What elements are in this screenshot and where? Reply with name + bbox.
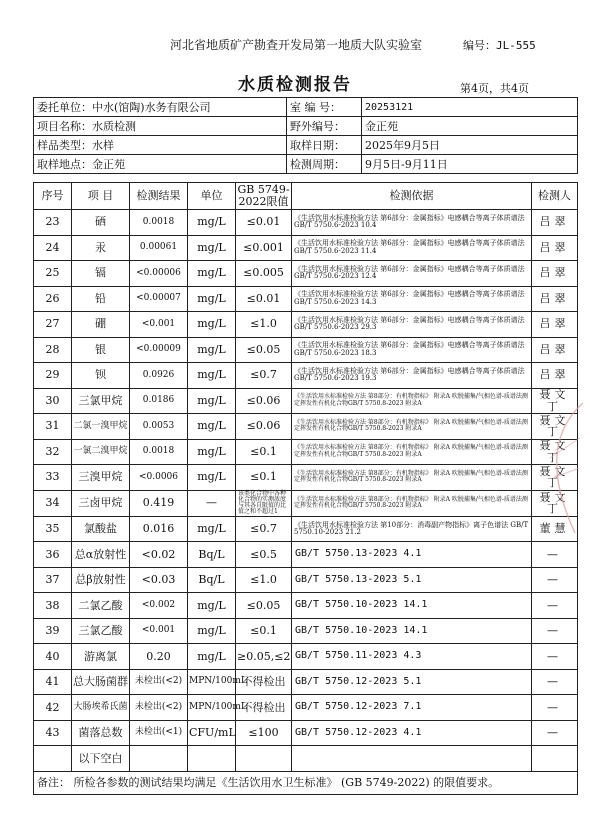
cell-limit: ≤0.06: [236, 388, 292, 414]
table-row: [34, 286, 578, 312]
table-row: [34, 567, 578, 593]
cell-limit: ≤1.0: [236, 312, 292, 338]
cell-unit: mg/L: [188, 286, 236, 312]
cell-no: 43: [34, 720, 72, 746]
cell-no: 36: [34, 542, 72, 568]
cell-result: 0.0018: [130, 210, 188, 236]
table-row: [34, 337, 578, 363]
cell-basis: [292, 746, 532, 772]
cell-person: 吕翠: [532, 363, 578, 389]
cell-no: 30: [34, 388, 72, 414]
cell-no: 40: [34, 644, 72, 670]
cell-unit: —: [188, 490, 236, 516]
cell-no: 28: [34, 337, 72, 363]
cell-basis: 《生活饮用水标准检验方法 第8部分：有机物指标》 附录A 吹脱捕集/气相色谱-质谱法测定挥发性有机化合物GB/T 5750.8-2023 附录A: [292, 490, 532, 516]
client-cell: [34, 98, 287, 117]
table-row: [34, 312, 578, 338]
cell-no: 25: [34, 261, 72, 287]
cell-item: 银: [72, 337, 130, 363]
table-row: [34, 490, 578, 516]
cell-basis: 《生活饮用水标准检验方法 第8部分：有机物指标》 附录A 吹脱捕集/气相色谱-质谱法测定挥发性有机化合物GB/T 5750.8-2023 附录A: [292, 414, 532, 440]
cell-result: 未检出(<2): [130, 669, 188, 695]
col-item: 项 目: [72, 183, 130, 210]
cell-basis: 《生活饮用水标准检验方法 第8部分：有机物指标》 附录A 吹脱捕集/气相色谱-质谱法测定挥发性有机化合物GB/T 5750.8-2023 附录A: [292, 439, 532, 465]
cell-unit: mg/L: [188, 439, 236, 465]
client-value: 中水(馆陶)水务有限公司: [92, 101, 211, 114]
cell-item: 三卤甲烷: [72, 490, 130, 516]
cell-item: 三溴甲烷: [72, 465, 130, 491]
cell-item: 硼: [72, 312, 130, 338]
cell-unit: mg/L: [188, 337, 236, 363]
info-row: [34, 117, 578, 136]
table-row: [34, 746, 578, 772]
cell-no: 27: [34, 312, 72, 338]
sample-type-cell: [34, 136, 287, 155]
cell-unit: mg/L: [188, 388, 236, 414]
cell-unit: Bq/L: [188, 567, 236, 593]
table-row: [34, 618, 578, 644]
cell-person: 吕翠: [532, 286, 578, 312]
cell-unit: mg/L: [188, 210, 236, 236]
page-info: 第4页，共4页: [460, 82, 529, 95]
cell-no: 32: [34, 439, 72, 465]
cell-person: [532, 746, 578, 772]
cell-result: <0.00007: [130, 286, 188, 312]
cell-unit: mg/L: [188, 414, 236, 440]
cell-limit: ≤1.0: [236, 567, 292, 593]
cell-item: 汞: [72, 235, 130, 261]
room-label: 室 编 号：: [287, 98, 362, 117]
cell-result: <0.001: [130, 618, 188, 644]
cell-basis: 《生活饮用水标准检验方法 第6部分：金属指标》电感耦合等离子体质谱法 GB/T 5750.6-2023 10.4: [292, 210, 532, 236]
cell-item: 以下空白: [72, 746, 130, 772]
cell-item: 总β放射性: [72, 567, 130, 593]
info-row: [34, 155, 578, 174]
cell-no: 23: [34, 210, 72, 236]
site-value: 金正苑: [92, 158, 125, 171]
cell-limit: ≤0.1: [236, 618, 292, 644]
cell-result: 0.016: [130, 516, 188, 542]
cell-item: 总α放射性: [72, 542, 130, 568]
cell-item: 钡: [72, 363, 130, 389]
table-row: [34, 388, 578, 414]
cell-basis: 《生活饮用水标准检验方法 第8部分：有机物指标》 附录A 吹脱捕集/气相色谱-质谱法测定挥发性有机化合物GB/T 5750.8-2023 附录A: [292, 388, 532, 414]
cell-basis: GB/T 5750.12-2023 7.1: [292, 695, 532, 721]
code-value: JL-555: [496, 39, 536, 52]
date-value: 2025年9月5日: [362, 136, 578, 155]
cell-no: 26: [34, 286, 72, 312]
note-text: 备注： 所检各参数的测试结果均满足《生活饮用水卫生标准》 (GB 5749-2022) 的限值要求。: [34, 771, 578, 794]
cell-basis: 《生活饮用水标准检验方法 第6部分：金属指标》电感耦合等离子体质谱法 GB/T 5750.6-2023 18.3: [292, 337, 532, 363]
cell-unit: Bq/L: [188, 542, 236, 568]
col-limit-line1: GB 5749-: [237, 183, 290, 197]
cell-item: 游离氯: [72, 644, 130, 670]
cell-person: —: [532, 720, 578, 746]
field-value: 金正苑: [362, 117, 578, 136]
cell-result: <0.002: [130, 593, 188, 619]
cell-person: 吕翠: [532, 337, 578, 363]
cell-no: 41: [34, 669, 72, 695]
cell-item: 三氯乙酸: [72, 618, 130, 644]
results-table: [33, 182, 578, 795]
cell-no: 31: [34, 414, 72, 440]
cell-item: 氯酸盐: [72, 516, 130, 542]
cell-no: 42: [34, 695, 72, 721]
cell-result: 0.419: [130, 490, 188, 516]
cell-result: 0.0053: [130, 414, 188, 440]
cell-item: 菌落总数: [72, 720, 130, 746]
table-row: [34, 465, 578, 491]
cell-result: 0.00061: [130, 235, 188, 261]
cell-basis: 《生活饮用水标准检验方法 第10部分：消毒副产物指标》离子色谱法 GB/T 5750.10-2023 21.2: [292, 516, 532, 542]
cell-limit: 不得检出: [236, 695, 292, 721]
cell-item: 镉: [72, 261, 130, 287]
cell-person: 吕翠: [532, 312, 578, 338]
cell-limit: ≤0.05: [236, 593, 292, 619]
cell-result: <0.001: [130, 312, 188, 338]
cell-person: 吕翠: [532, 210, 578, 236]
cell-result: <0.03: [130, 567, 188, 593]
col-person: 检测人: [532, 183, 578, 210]
cell-person: —: [532, 644, 578, 670]
sample-type-value: 水样: [92, 139, 114, 152]
project-label: 项目名称：: [37, 120, 92, 133]
field-label: 野外编号：: [287, 117, 362, 136]
cell-limit: ≤0.7: [236, 516, 292, 542]
table-row: [34, 414, 578, 440]
cell-result: <0.00006: [130, 261, 188, 287]
sample-info-table: [33, 97, 578, 174]
cell-basis: GB/T 5750.11-2023 4.3: [292, 644, 532, 670]
col-no: 序号: [34, 183, 72, 210]
cell-result: 未检出(<2): [130, 695, 188, 721]
table-header-row: [34, 183, 578, 210]
cell-person: 聂文丁: [532, 388, 578, 414]
col-result: 检测结果: [130, 183, 188, 210]
cell-unit: mg/L: [188, 312, 236, 338]
cell-unit: MPN/100mL: [188, 669, 236, 695]
table-row: [34, 439, 578, 465]
cell-limit: ≤0.06: [236, 414, 292, 440]
cell-no: 34: [34, 490, 72, 516]
date-label: 取样日期：: [287, 136, 362, 155]
project-value: 水质检测: [92, 120, 136, 133]
cell-unit: mg/L: [188, 593, 236, 619]
cell-person: 聂文丁: [532, 465, 578, 491]
lab-name: 河北省地质矿产勘查开发局第一地质大队实验室: [170, 38, 423, 52]
cell-unit: mg/L: [188, 644, 236, 670]
client-label: 委托单位：: [37, 101, 92, 114]
cell-unit: mg/L: [188, 235, 236, 261]
col-basis: 检测依据: [292, 183, 532, 210]
project-cell: [34, 117, 287, 136]
cell-no: 37: [34, 567, 72, 593]
cell-result: <0.02: [130, 542, 188, 568]
cell-person: 董慧: [532, 516, 578, 542]
table-row: [34, 235, 578, 261]
cell-item: 大肠埃希氏菌: [72, 695, 130, 721]
table-row: [34, 593, 578, 619]
site-cell: [34, 155, 287, 174]
cell-unit: MPN/100mL: [188, 695, 236, 721]
note-row: [34, 771, 578, 794]
table-row: [34, 210, 578, 236]
cell-basis: GB/T 5750.10-2023 14.1: [292, 618, 532, 644]
cell-no: 38: [34, 593, 72, 619]
cell-basis: 《生活饮用水标准检验方法 第6部分：金属指标》电感耦合等离子体质谱法 GB/T 5750.6-2023 19.3: [292, 363, 532, 389]
cell-limit: ≤0.05: [236, 337, 292, 363]
sample-type-label: 样品类型：: [37, 139, 92, 152]
cell-result: 0.0186: [130, 388, 188, 414]
cell-person: 聂文丁: [532, 439, 578, 465]
cell-basis: GB/T 5750.10-2023 14.1: [292, 593, 532, 619]
cell-result: [130, 746, 188, 772]
cell-basis: 《生活饮用水标准检验方法 第6部分：金属指标》电感耦合等离子体质谱法 GB/T 5750.6-2023 11.4: [292, 235, 532, 261]
cell-person: —: [532, 695, 578, 721]
col-limit-line2: 2022限值: [238, 195, 289, 208]
cell-result: 0.20: [130, 644, 188, 670]
cell-item: 铅: [72, 286, 130, 312]
table-row: [34, 516, 578, 542]
report-title: 水质检测报告: [238, 75, 352, 95]
cell-limit: ≤100: [236, 720, 292, 746]
cell-person: 吕翠: [532, 261, 578, 287]
cell-person: 聂文丁: [532, 414, 578, 440]
table-row: [34, 644, 578, 670]
cell-limit: 不得检出: [236, 669, 292, 695]
cell-limit: ≤0.01: [236, 286, 292, 312]
table-row: [34, 261, 578, 287]
cell-item: 一氯二溴甲烷: [72, 439, 130, 465]
cell-result: 0.0018: [130, 439, 188, 465]
cell-basis: 《生活饮用水标准检验方法 第6部分：金属指标》电感耦合等离子体质谱法 GB/T 5750.6-2023 12.4: [292, 261, 532, 287]
cell-result: <0.00009: [130, 337, 188, 363]
report-code: [463, 37, 536, 53]
cell-unit: mg/L: [188, 618, 236, 644]
cell-basis: 《生活饮用水标准检验方法 第8部分：有机物指标》 附录A 吹脱捕集/气相色谱-质谱法测定挥发性有机化合物GB/T 5750.8-2023 附录A: [292, 465, 532, 491]
cell-no: 33: [34, 465, 72, 491]
table-row: [34, 669, 578, 695]
cell-unit: CFU/mL: [188, 720, 236, 746]
cell-limit: ≤0.01: [236, 210, 292, 236]
table-row: [34, 695, 578, 721]
cell-limit: ≤0.5: [236, 542, 292, 568]
info-row: [34, 98, 578, 117]
cell-unit: [188, 746, 236, 772]
cell-result: <0.0006: [130, 465, 188, 491]
cell-no: 39: [34, 618, 72, 644]
cell-basis: GB/T 5750.13-2023 4.1: [292, 542, 532, 568]
cell-basis: 《生活饮用水标准检验方法 第6部分：金属指标》电感耦合等离子体质谱法 GB/T 5750.6-2023 14.3: [292, 286, 532, 312]
cell-unit: mg/L: [188, 465, 236, 491]
info-row: [34, 136, 578, 155]
cell-item: 硒: [72, 210, 130, 236]
cell-limit: ≥0.05,≤2: [236, 644, 292, 670]
col-limit: [236, 183, 292, 210]
room-value: 20253121: [362, 98, 578, 117]
cell-item: 三氯甲烷: [72, 388, 130, 414]
cell-no: 35: [34, 516, 72, 542]
period-label: 检测周期：: [287, 155, 362, 174]
cell-person: 吕翠: [532, 235, 578, 261]
cell-no: 24: [34, 235, 72, 261]
col-unit: 单位: [188, 183, 236, 210]
cell-person: —: [532, 618, 578, 644]
cell-result: 未检出(<1): [130, 720, 188, 746]
cell-item: 总大肠菌群: [72, 669, 130, 695]
cell-result: 0.0926: [130, 363, 188, 389]
cell-limit: ≤0.1: [236, 465, 292, 491]
cell-person: 聂文丁: [532, 490, 578, 516]
cell-no: [34, 746, 72, 772]
cell-person: —: [532, 542, 578, 568]
cell-item: 二氯一溴甲烷: [72, 414, 130, 440]
cell-unit: mg/L: [188, 516, 236, 542]
cell-limit: ≤0.001: [236, 235, 292, 261]
cell-limit: ≤0.005: [236, 261, 292, 287]
cell-basis: GB/T 5750.12-2023 4.1: [292, 720, 532, 746]
cell-item: 二氯乙酸: [72, 593, 130, 619]
cell-no: 29: [34, 363, 72, 389]
table-row: [34, 542, 578, 568]
cell-unit: mg/L: [188, 363, 236, 389]
cell-basis: GB/T 5750.12-2023 5.1: [292, 669, 532, 695]
cell-basis: GB/T 5750.13-2023 5.1: [292, 567, 532, 593]
table-row: [34, 720, 578, 746]
cell-limit: [236, 746, 292, 772]
cell-basis: 《生活饮用水标准检验方法 第6部分：金属指标》电感耦合等离子体质谱法 GB/T 5750.6-2023 29.3: [292, 312, 532, 338]
cell-person: —: [532, 669, 578, 695]
site-label: 取样地点：: [37, 158, 92, 171]
cell-person: —: [532, 567, 578, 593]
code-label: 编号：: [463, 39, 496, 52]
cell-unit: mg/L: [188, 261, 236, 287]
cell-limit: ≤0.1: [236, 439, 292, 465]
cell-limit: ≤0.7: [236, 363, 292, 389]
cell-limit: 该类化合物中各种化合物的实测浓度与其各自限值的比值之和不超过1: [236, 490, 292, 516]
period-value: 9月5日-9月11日: [362, 155, 578, 174]
table-row: [34, 363, 578, 389]
cell-person: —: [532, 593, 578, 619]
